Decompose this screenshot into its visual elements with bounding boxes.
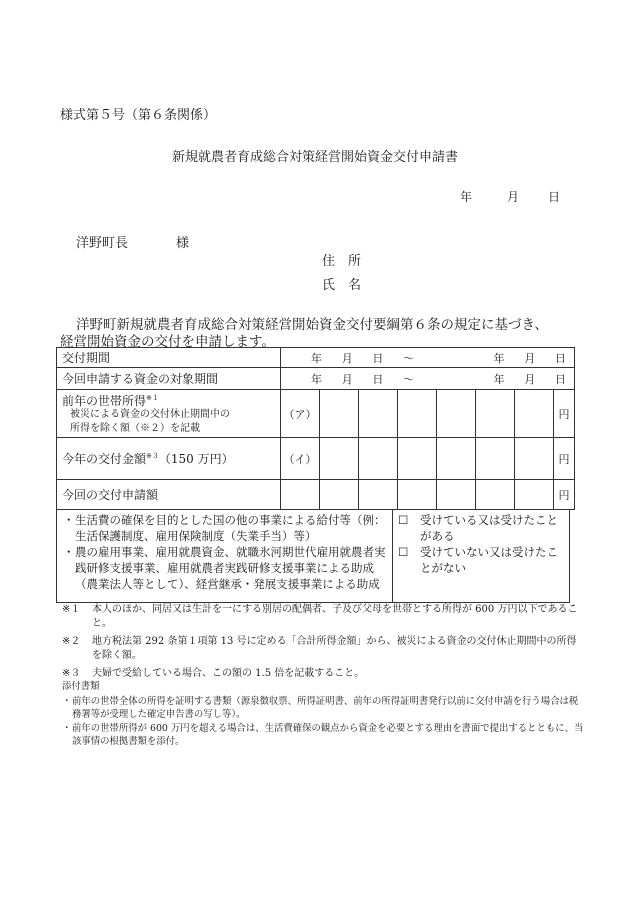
unit-year: 年: [311, 351, 322, 365]
row-target-period: [57, 368, 575, 390]
benefit-item: ・ 農の雇用事業、雇用就農資金、就職氷河期世代雇用就農者実践研修支援事業、雇用就農者実践研修支援事業による助成（農業法人等として）、経営継承・発展支援事業による助成: [63, 545, 386, 591]
income-label-sup: ※１: [146, 394, 159, 402]
household-income-label: [57, 390, 281, 438]
amount-digit-cell[interactable]: [476, 438, 515, 480]
unit-year: 年: [493, 372, 505, 386]
benefit-item: ・ 生活費の確保を目的とした国の他の事業による給付等（例：生活保護制度、雇用保険制度（失業手当）等）: [63, 513, 386, 543]
unit-day: 日: [372, 351, 384, 365]
request-digit-cell[interactable]: [281, 480, 320, 510]
amount-code: （イ）: [281, 438, 320, 480]
amount-digit-cell[interactable]: [398, 438, 437, 480]
grant-period-label: 交付期間: [57, 348, 281, 368]
amount-digit-cell[interactable]: [320, 438, 359, 480]
request-digit-cell[interactable]: [515, 480, 554, 510]
attachment-item: ・ 前年の世帯全体の所得を証明する書類（源泉徴収票、所得証明書、前年の所得証明書発行以前に交付申請を行う場合は税務署等が受理した確定申告書の写し等）。: [62, 696, 579, 720]
note-item: ※２ 地方税法第 292 条第１項第 13 号に定める「合計所得金額」から、被災による資金の交付休止期間中の所得を除く額。: [62, 636, 577, 661]
date-day: 日: [548, 190, 561, 204]
row-request-amount: [57, 480, 575, 510]
request-digit-cell[interactable]: [437, 480, 476, 510]
intro-line-1: 洋野町新規就農者育成総合対策経営開始資金交付要綱第６条の規定に基づき、: [76, 317, 548, 333]
target-period-label: 今回申請する資金の対象期間: [57, 368, 281, 390]
unit-tilde: ～: [403, 351, 415, 365]
income-sub-2: 所得を除く額（※２）を記載: [70, 423, 200, 434]
unit-day: 日: [554, 372, 566, 386]
row-household-income: [57, 390, 575, 438]
amount-unit: 円: [554, 438, 575, 480]
attachments-heading: 添付書類: [62, 681, 100, 692]
unit-day: 日: [554, 351, 566, 365]
amount-digit-cell[interactable]: [515, 438, 554, 480]
date-year: 年: [460, 190, 473, 204]
unit-year: 年: [493, 351, 505, 365]
option-received-label: 受けている又は受けたことがある: [420, 513, 558, 543]
page-title: 新規就農者育成総合対策経営開始資金交付申請書: [171, 150, 458, 165]
income-digit-cell[interactable]: [359, 390, 398, 438]
note-item: ※３ 夫婦で受給している場合、この額の 1.5 倍を記載すること。: [62, 668, 365, 679]
option-not-received-label: 受けていない又は受けたことがない: [420, 545, 558, 575]
income-code: （ア）: [281, 390, 320, 438]
income-digit-cell[interactable]: [320, 390, 359, 438]
notes: [62, 603, 582, 681]
income-digit-cell[interactable]: [476, 390, 515, 438]
income-digit-cell[interactable]: [437, 390, 476, 438]
unit-year: 年: [311, 372, 322, 386]
amount-label: [57, 438, 281, 480]
amount-digit-cell[interactable]: [437, 438, 476, 480]
application-table: [56, 347, 575, 510]
address-label: 住 所: [322, 254, 362, 269]
unit-month: 月: [341, 351, 353, 365]
request-unit: 円: [554, 480, 575, 510]
row-grant-period: [57, 348, 575, 368]
income-sub-1: 被災による資金の交付休止期間中の: [70, 409, 230, 420]
request-digit-cell[interactable]: [359, 480, 398, 510]
name-label: 氏 名: [322, 278, 362, 293]
addressee-honorific: 様: [176, 236, 190, 251]
amount-label-extra: （150 万円）: [158, 452, 234, 466]
request-digit-cell[interactable]: [476, 480, 515, 510]
benefits-list: [57, 509, 393, 602]
checkbox-icon[interactable]: ☐: [398, 545, 409, 559]
amount-digit-cell[interactable]: [359, 438, 398, 480]
option-not-received[interactable]: [398, 544, 568, 576]
unit-month: 月: [341, 372, 353, 386]
amount-label-text: 今年の交付金額: [62, 452, 147, 466]
option-received[interactable]: [398, 512, 568, 544]
attachments: [62, 680, 586, 748]
unit-month: 月: [524, 372, 536, 386]
intro-line-2: 経営開始資金の交付を申請します。: [60, 334, 275, 350]
amount-label-sup: ※３: [146, 452, 159, 460]
unit-day: 日: [372, 372, 384, 386]
grant-period-value[interactable]: [281, 348, 575, 368]
income-digit-cell[interactable]: [515, 390, 554, 438]
other-benefits-section: [56, 509, 570, 603]
unit-tilde: ～: [403, 372, 415, 386]
income-digit-cell[interactable]: [398, 390, 437, 438]
note-item: ※１ 本人のほか、同居又は生計を一にする別居の配偶者、子及び父母を世帯とする所得が 600 万円以下であること。: [62, 604, 578, 629]
form-number: 様式第５号（第６条関係）: [60, 108, 217, 123]
row-this-year-amount: [57, 438, 575, 480]
income-unit: 円: [554, 390, 575, 438]
addressee-name: 洋野町長: [76, 236, 129, 251]
request-label: 今回の交付申請額: [57, 480, 281, 510]
income-label-text: 前年の世帯所得: [62, 394, 147, 408]
request-digit-cell[interactable]: [320, 480, 359, 510]
unit-month: 月: [524, 351, 536, 365]
attachment-item: ・ 前年の世帯所得が 600 万円を超える場合は、生活費確保の観点から資金を必要とする理由を書面で提出するとともに、当該事情の根拠書類を添付。: [62, 723, 584, 747]
request-digit-cell[interactable]: [398, 480, 437, 510]
benefits-options: [398, 509, 568, 576]
target-period-value[interactable]: [281, 368, 575, 390]
date-month: 月: [507, 190, 520, 204]
checkbox-icon[interactable]: ☐: [398, 513, 409, 527]
